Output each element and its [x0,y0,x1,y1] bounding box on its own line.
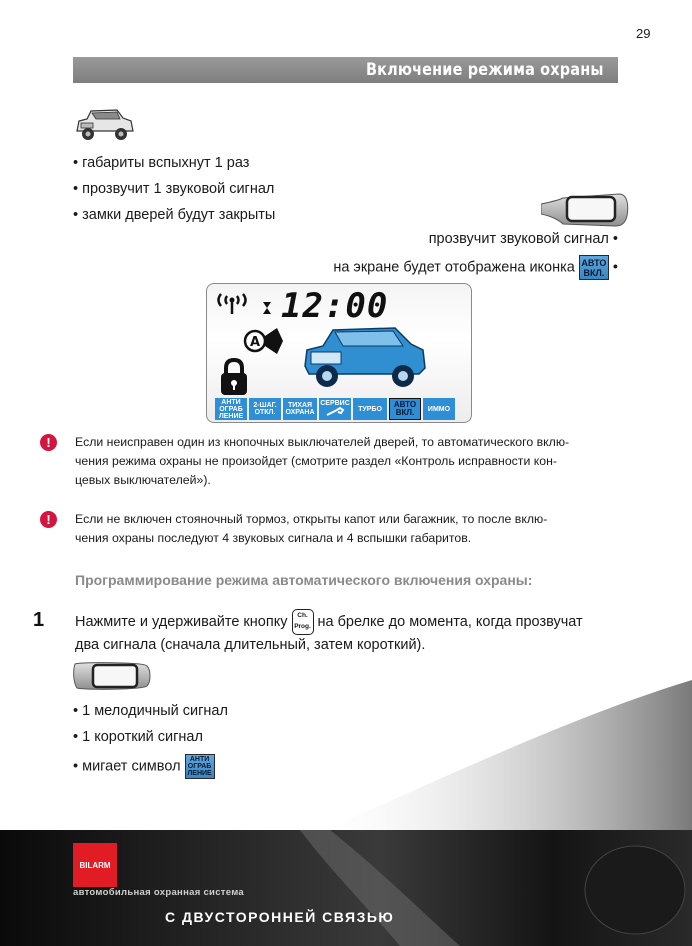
wrench-icon [325,407,345,417]
lcd-icon-silent-mode: ТИХАЯ ОХРАНА [283,398,317,420]
decorative-swoosh [0,660,692,840]
ch-prog-button-icon: Ch. Prog. [292,609,314,635]
key-fob-icon [541,190,629,228]
fob-bullet-1: прозвучит звуковой сигнал • [428,231,618,247]
page-number: 29 [636,26,651,41]
section-title-bar [73,57,618,83]
section-title: Включение режима охраны [366,60,604,80]
brand-logo: BILARM [73,843,117,887]
lock-icon [217,358,251,396]
lcd-icon-turbo: ТУРБО [353,398,387,420]
suv-car-icon [299,320,429,390]
avto-vkl-icon: АВТО ВКЛ. [579,255,609,280]
car-bullet-2: • прозвучит 1 звуковой сигнал [73,181,275,197]
lcd-status-icons [215,398,455,420]
footer-banner [0,830,692,946]
anti-robbery-icon: АНТИ ОГРАБ ЛЕНИЕ [185,754,215,779]
footer-tagline-big: С ДВУСТОРОННЕЙ СВЯЗЬЮ [165,909,395,925]
car-bullet-1: • габариты вспыхнут 1 раз [73,155,250,171]
warning-2: Если не включен стояночный тормоз, открыты капот или багажник, то после вклю- чения охраны последуют 4 звуковых сигнала и 4 вспышки габаритов. [75,512,548,545]
step-bullet-1: • 1 мелодичный сигнал [73,703,228,719]
warning-1: Если неисправен один из кнопочных выключателей дверей, то автоматического вклю- чения режима охраны не произойдет (смотрите раздел «Контроль исправности кон- цевых выключателей»). [75,435,570,487]
fob-bullet-2-text: на экране будет отображена иконка [333,259,575,276]
lcd-icon-auto-arm: АВТО ВКЛ. [389,398,421,420]
step-1-line-1: Нажмите и удерживайте кнопку Ch. Prog. на брелке до момента, когда прозвучат [75,609,583,635]
subheading: Программирование режима автоматического включения охраны: [75,572,533,588]
fob-bullet-2 [280,255,618,280]
lcd-display [206,283,472,423]
lcd-icon-service: СЕРВИС [319,398,351,420]
car-icon [73,107,135,143]
lcd-time: 12:00 [281,286,389,326]
lcd-icon-anti-robbery: АНТИ ОГРАБ ЛЕНИЕ [215,398,247,420]
step-1-text [75,609,583,656]
step-bullet-3: • мигает символ АНТИ ОГРАБ ЛЕНИЕ [73,754,215,779]
lcd-icon-two-step: 2-ШАГ. ОТКЛ. [249,398,281,420]
antenna-signal-icon [215,290,275,316]
footer-tagline: автомобильная охранная система [73,887,244,898]
siren-letter: A [249,335,261,350]
fob-bullet-2-end: • [612,259,618,276]
warning-icon: ! [40,511,57,528]
step-bullet-2: • 1 короткий сигнал [73,729,203,745]
step-number: 1 [33,609,45,631]
siren-icon [243,324,291,358]
step-1-line-2: два сигнала (сначала длительный, затем короткий). [75,637,426,653]
car-bullet-3: • замки дверей будут закрыты [73,207,276,223]
lcd-icon-immo: ИММО [423,398,455,420]
warning-icon: ! [40,434,57,451]
